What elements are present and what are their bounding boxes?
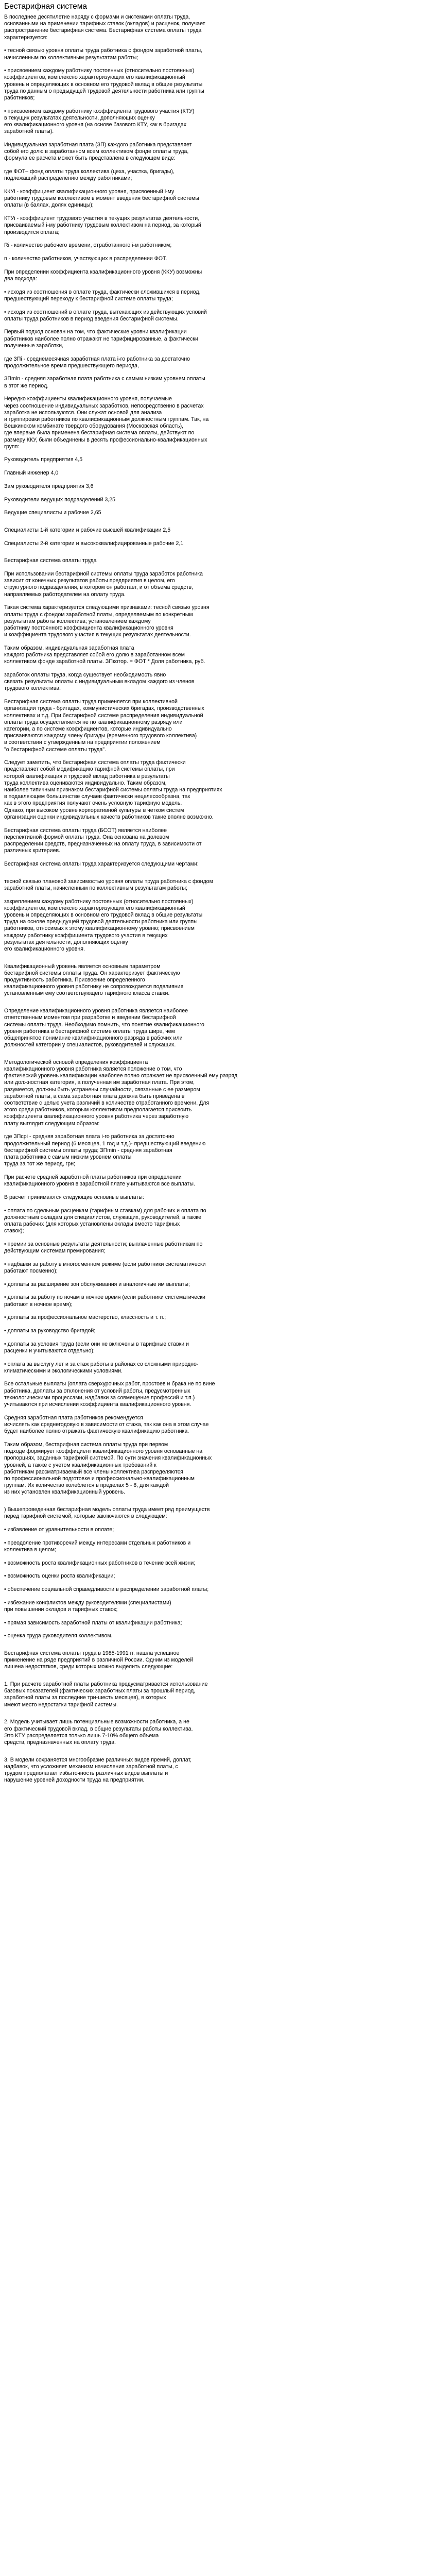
paragraph: Методологической основой определения коэффициента квалификационного уровня работника является положение о том, что фактический уровень квалификации наиболее полно отражает не присвоенный ему разряд или должностная категория, а полученная им заработная плата. При этом, разумеется, должны быть устранены случайности, связанные с ее размером заработной платы, а сама заработная плата должна быть приведена в соответствие с целью учета различий в количестве отработанного времени. Для этого среди работников, которым коллективом предполагается присвоить коэффициента квалификационного уровня работника через заработную плату выглядит следующим образом:: [4, 1059, 238, 1127]
paragraph: • обеспечение социальной справедливости в распределении заработной платы;: [4, 1586, 209, 1592]
paragraph: • присвоением каждому работнику коэффициента трудового участия (КТУ) в текущих результатах деятельности, дополняющих оценку его квалификационного уровня (на основе базового КТУ, как в бригадах заработной платы).: [4, 108, 195, 135]
paragraph: Первый подход основан на том, что фактические уровни квалификации работников наиболее полно отражают не тарифицированные, а фактически полученные заработки,: [4, 329, 198, 349]
paragraph: • доплаты за работу по ночам в ночное время (если работники систематически работают в ночное время);: [4, 1294, 205, 1308]
paragraph: Бестарифная система оплаты труда: [4, 557, 97, 564]
paragraph: • оплата за выслугу лет и за стаж работы в районах со сложными природно- климатическими и экологическими условиями.: [4, 1361, 199, 1374]
paragraph: Средняя заработная плата работников рекомендуется исчислять как среднегодовую в зависимости от стажа, так как она в этом случае будет наиболее полно отражать фактическую квалификацию работника.: [4, 1414, 209, 1435]
paragraph: Нередко коэффициенты квалификационного уровня, получаемые через соотношение индивидуальных заработков, непосредственно в расчетах заработка не используются. Они служат основой для анализа и группировки работников по квалификационным должностным группам. Так, на Вешкинском комбинате твердого оборудования (Московская область), где впервые была применена бестарифная система оплаты, действуют по размеру ККУ, были объединены в десять профессионально-квалификационных групп:: [4, 396, 209, 450]
paragraph: ЗПmin - средняя заработная плата работника с самым низким уровнем оплаты в этот же период.: [4, 376, 205, 389]
paragraph: • преодоление противоречий между интересами отдельных работников и коллектива в целом;: [4, 1539, 191, 1553]
paragraph: При расчете средней заработной платы работников при определении квалификационного уровня в заработной плате учитываются все выплаты.: [4, 1174, 195, 1188]
paragraph: • избавление от уравнительности в оплате;: [4, 1526, 114, 1533]
paragraph: • доплаты за расширение зон обслуживания и аналогичные им выплаты;: [4, 1281, 190, 1287]
paragraph: Индивидуальная заработная плата (ЗП) каждого работника представляет собой его долю в заработанном всем коллективом фонде оплаты труда, формула ее расчета может быть представлена в следующем виде:: [4, 142, 192, 162]
paragraph: • тесной связью уровня оплаты труда работника с фондом заработной платы, начисленным по коллективным результатам работы;: [4, 47, 203, 61]
paragraph: В расчет принимаются следующие основные выплаты:: [4, 1194, 144, 1200]
paragraph: n - количество работников, участвующих в распределении ФОТ.: [4, 255, 167, 262]
document-page: [0, 1, 436, 1794]
document-body: [4, 14, 432, 1794]
paragraph: • присвоением каждому работнику постоянных (относительно постоянных) коэффициентов, комплексно характеризующих его квалификационный уровень и определяющих в основном его трудовой вклад в общие результаты труда по данным о предыдущей трудовой деятельности работника или группы работников;: [4, 67, 204, 101]
paragraph: Руководитель предприятия 4,5: [4, 456, 83, 463]
paragraph: • доплаты за руководство бригадой;: [4, 1327, 96, 1334]
paragraph: • доплаты за условия труда (если они не включены в тарифные ставки и расценки и учитываются отдельно);: [4, 1341, 189, 1354]
paragraph: где ФОТ– фонд оплаты труда коллектива (цеха, участка, бригады), подлежащий распределению между работниками;: [4, 168, 175, 182]
paragraph: ) Вышепроведенная бестарифная модель оплаты труда имеет ряд преимуществ перед тарифной системой, которые заключаются в следующем:: [4, 1506, 210, 1520]
paragraph: 1. При расчете заработной платы работника предусматривается использование базовых показателей (фактических заработных платы за прошлый период, заработной платы за последние три-шесть месяцев), в которых имеют место недостатки тарифной системы.: [4, 1681, 208, 1708]
paragraph: Бестарифная система оплаты труда в 1985-1991 гг. нашла успешное применение на ряде предприятий в различной России. Одним из моделей лишена недостатков, среди которых можно выделить следующие:: [4, 1650, 194, 1670]
paragraph: • исходя из соотношений в оплате труда, вытекающих из действующих условий оплаты труда работников в период введения бестарифной системы.: [4, 309, 207, 322]
paragraph: Определение квалификационного уровня работника является наиболее ответственным моментом при разработке и введении бестарифной системы оплаты труда. Необходимо помнить, что понятие квалификационного уровня работника в бестарифной системе оплаты труда шире, чем общепринятое понимание квалификационного разряда в рабочих или должностей категории у специалистов, руководителей и служащих.: [4, 1008, 204, 1048]
paragraph: Все остальные выплаты (оплата сверхурочных работ, простоев и брака не по вине работника, доплаты за отклонения от условий работы, предусмотренных технологическими процессами, надбавки за совмещение профессий и т.п.) учитываются при исчислении коэффициента квалификационного уровня.: [4, 1381, 215, 1408]
paragraph: Таким образом, бестарифная система оплаты труда при первом подходе формирует коэффициент квалификационного уровня основанные на пропорциях, заданных тарифной системой. По сути значения квалификационных уровней, а также с учетом квалификационных требований к работникам рассматриваемый все члены коллектива распределяются по профессиональной подготовке и профессионально-квалификационным группам. Их количество колеблется в пределах 5 - 8, для каждой из них установлен квалификационный уровень.: [4, 1441, 212, 1496]
paragraph: Руководители ведущих подразделений 3,25: [4, 496, 116, 503]
paragraph: 3. В модели сохраняется многообразие различных видов премий, доплат, надбавок, что усложняет механизм начисления заработной платы, с трудом предполагает избыточность различных видов выплаты и нарушение уровней доходности труда на предприятии.: [4, 1756, 192, 1784]
paragraph: заработок оплаты труда, когда существует необходимость явно связать результаты оплаты с индивидуальным вкладом каждого из членов трудового коллектива.: [4, 672, 195, 692]
paragraph: Специалисты 2-й категории и высококвалифицированные рабочие 2,1: [4, 540, 184, 547]
paragraph: • возможность роста квалификационных работников в течение всей жизни;: [4, 1560, 196, 1566]
paragraph: 2. Модель учитывает лишь потенциальные возможности работника, а не его фактический трудовой вклад, в общие результаты работы коллектива. Это КТУ распределяется только лишь 7-10% общего объема средств, предназначенных на оплату труда.: [4, 1719, 193, 1745]
paragraph: Главный инженер 4,0: [4, 470, 59, 477]
paragraph: Ведущие специалисты и рабочие 2,65: [4, 510, 101, 516]
paragraph: При использовании бестарифной системы оплаты труда заработок работника зависит от конечных результатов работы предприятия в целом, его структурного подразделения, в котором он работает, и от объема средств, направляемых работодателем на оплату труда.: [4, 571, 203, 598]
page-title: Бестарифная система: [4, 2, 87, 11]
paragraph: • прямая зависимость заработной платы от квалификации работника;: [4, 1619, 182, 1626]
paragraph: • премии за основные результаты деятельности; выплаченные работникам по действующим системам премирования;: [4, 1241, 203, 1255]
paragraph: • доплаты за профессиональное мастерство, классность и т. п.;: [4, 1314, 166, 1321]
paragraph: Зам руководителя предприятия 3,6: [4, 483, 94, 489]
paragraph: Следует заметить, что бестарифная система оплаты труда фактически представляет собой модификацию тарифной системы оплаты, при которой квалификация и трудовой вклад работника в результаты труда коллектива оцениваются индивидуально. Таким образом, наиболее типичным признаком бестарифной системы оплаты труда на предприятиях в подавляющем большинстве случаев фактически нецелесообразна, так как в этого предприятия получают очень условную тарифную модель. Однако, при высоком уровне корпоративной культуры в четком систем организации оценки индивидуальных качеств работников такие вполне возможно.: [4, 759, 222, 820]
paragraph: Бестарифная система оплаты труда (БСОТ) является наиболее перспективной формой оплаты труда. Она основана на долевом распределении средств, предназначенных на оплату труда, в зависимости от различных критериев.: [4, 827, 202, 854]
paragraph: Ri - количество рабочего времени, отработанного i-м работником;: [4, 242, 172, 249]
paragraph: • исходя из соотношения в оплате труда, фактически сложившихся в период, предшествующий переходу к бестарифной системе оплаты труда;: [4, 289, 201, 302]
paragraph: • надбавки за работу в многосменном режиме (если работники систематически работают посменно);: [4, 1261, 206, 1274]
paragraph: • оплата по сдельным расценкам (тарифным ставкам) для рабочих и оплата по должностным окладам для специалистов, служащих, руководителей, а также оплата рабочих (для которых установлены оклады вместо тарифных ставок);: [4, 1207, 206, 1234]
paragraph: Квалификационный уровень является основным параметром бестарифной системы оплаты труда. Он характеризует фактическую продуктивность работника. Присвоение определенного квалификационного уровня работнику не сопровождается подвлияния установленным ему соответствующего тарифного класса ставки.: [4, 963, 184, 997]
paragraph: Специалисты 1-й категории и рабочие высшей квалификации 2,5: [4, 527, 171, 533]
paragraph: где ЗПi - среднемесячная заработная плата i-го работника за достаточно продолжительное время предшествующего периода,: [4, 355, 190, 369]
paragraph: где ЗПсрi - средняя заработная плата i-го работника за достаточно продолжительный период (6 месяцев, 1 год и т.д.)- предшествующий введению бестарифной системы оплаты труда; ЗПmin - средняя заработная плата работника с самым низким уровнем оплаты труда за тот же период, грн;: [4, 1133, 206, 1167]
paragraph: Бестарифная система оплаты труда характеризуется следующими чертами:: [4, 860, 199, 867]
paragraph: • избежание конфликтов между руководителями (специалистами) при повышении окладов и тарифных ставок;: [4, 1599, 171, 1613]
paragraph: При определении коэффициента квалификационного уровня (ККУ) возможны два подхода:: [4, 268, 202, 282]
paragraph: В последнее десятилетие наряду с формами и системами оплаты труда, основанными на применении тарифных ставок (окладов) и расценок, получает распространение бестарифная система. Бестарифная система оплаты труда характеризуется:: [4, 14, 205, 41]
paragraph: Бестарифная система оплаты труда применяется при коллективной организации труда - бригадах, коммунистических бригадах, производственных коллективах и т.д. При бестарифной системе распределения индивидуальной оплаты труда осуществляется не по квалификационному разряду или категории, а по системе коэффициентов, которые индивидуально присваиваются каждому члену бригады (временного трудового коллектива) в соответствии с утвержденным на предприятии положением "о бестарифной системе оплаты труда".: [4, 699, 204, 753]
paragraph: ККУi - коэффициент квалификационного уровня, присвоенный i-му работнику трудовым коллективом в момент введения бестарифной системы оплаты (в баллах, долях единицы);: [4, 189, 199, 209]
paragraph: КТУi - коэффициент трудового участия в текущих результатах деятельности, присваиваемый i-му работнику трудовым коллективом на период, за который производится оплата;: [4, 215, 201, 235]
paragraph: • оценка труда руководителя коллективом.: [4, 1633, 113, 1639]
paragraph: Таким образом, индивидуальная заработная плата каждого работника представляет собой его долю в заработанном всем коллективом фонде заработной платы. ЗПкотор. = ФОТ * Доля работника, руб.: [4, 645, 205, 665]
paragraph: закреплением каждому работнику постоянных (относительно постоянных) коэффициентов, комплексно характеризующих его квалификационный уровень и определяющих в основном его трудовой вклад в общие результаты труда на основе предыдущей трудовой деятельности работника или группы работников, относимых к этому квалификационному уровню; присвоением каждому работнику коэффициента трудового участия в текущих результатах деятельности, дополняющих оценку его квалификационного уровня.: [4, 898, 203, 952]
paragraph: Такая система характеризуется следующими признаками: тесной связью уровня оплаты труда с фондом заработной платы, определяемым по конкретным результатам работы коллектива; установлением каждому работнику постоянного коэффициента квалификационного уровня и коэффициента трудового участия в текущих результатах деятельности.: [4, 604, 210, 638]
paragraph: • возможность оценки роста квалификации;: [4, 1573, 115, 1580]
paragraph: тесной связью плановой зависимостью уровня оплаты труда работника с фондом заработной платы, начисленным по коллективным результатам работы;: [4, 878, 213, 891]
